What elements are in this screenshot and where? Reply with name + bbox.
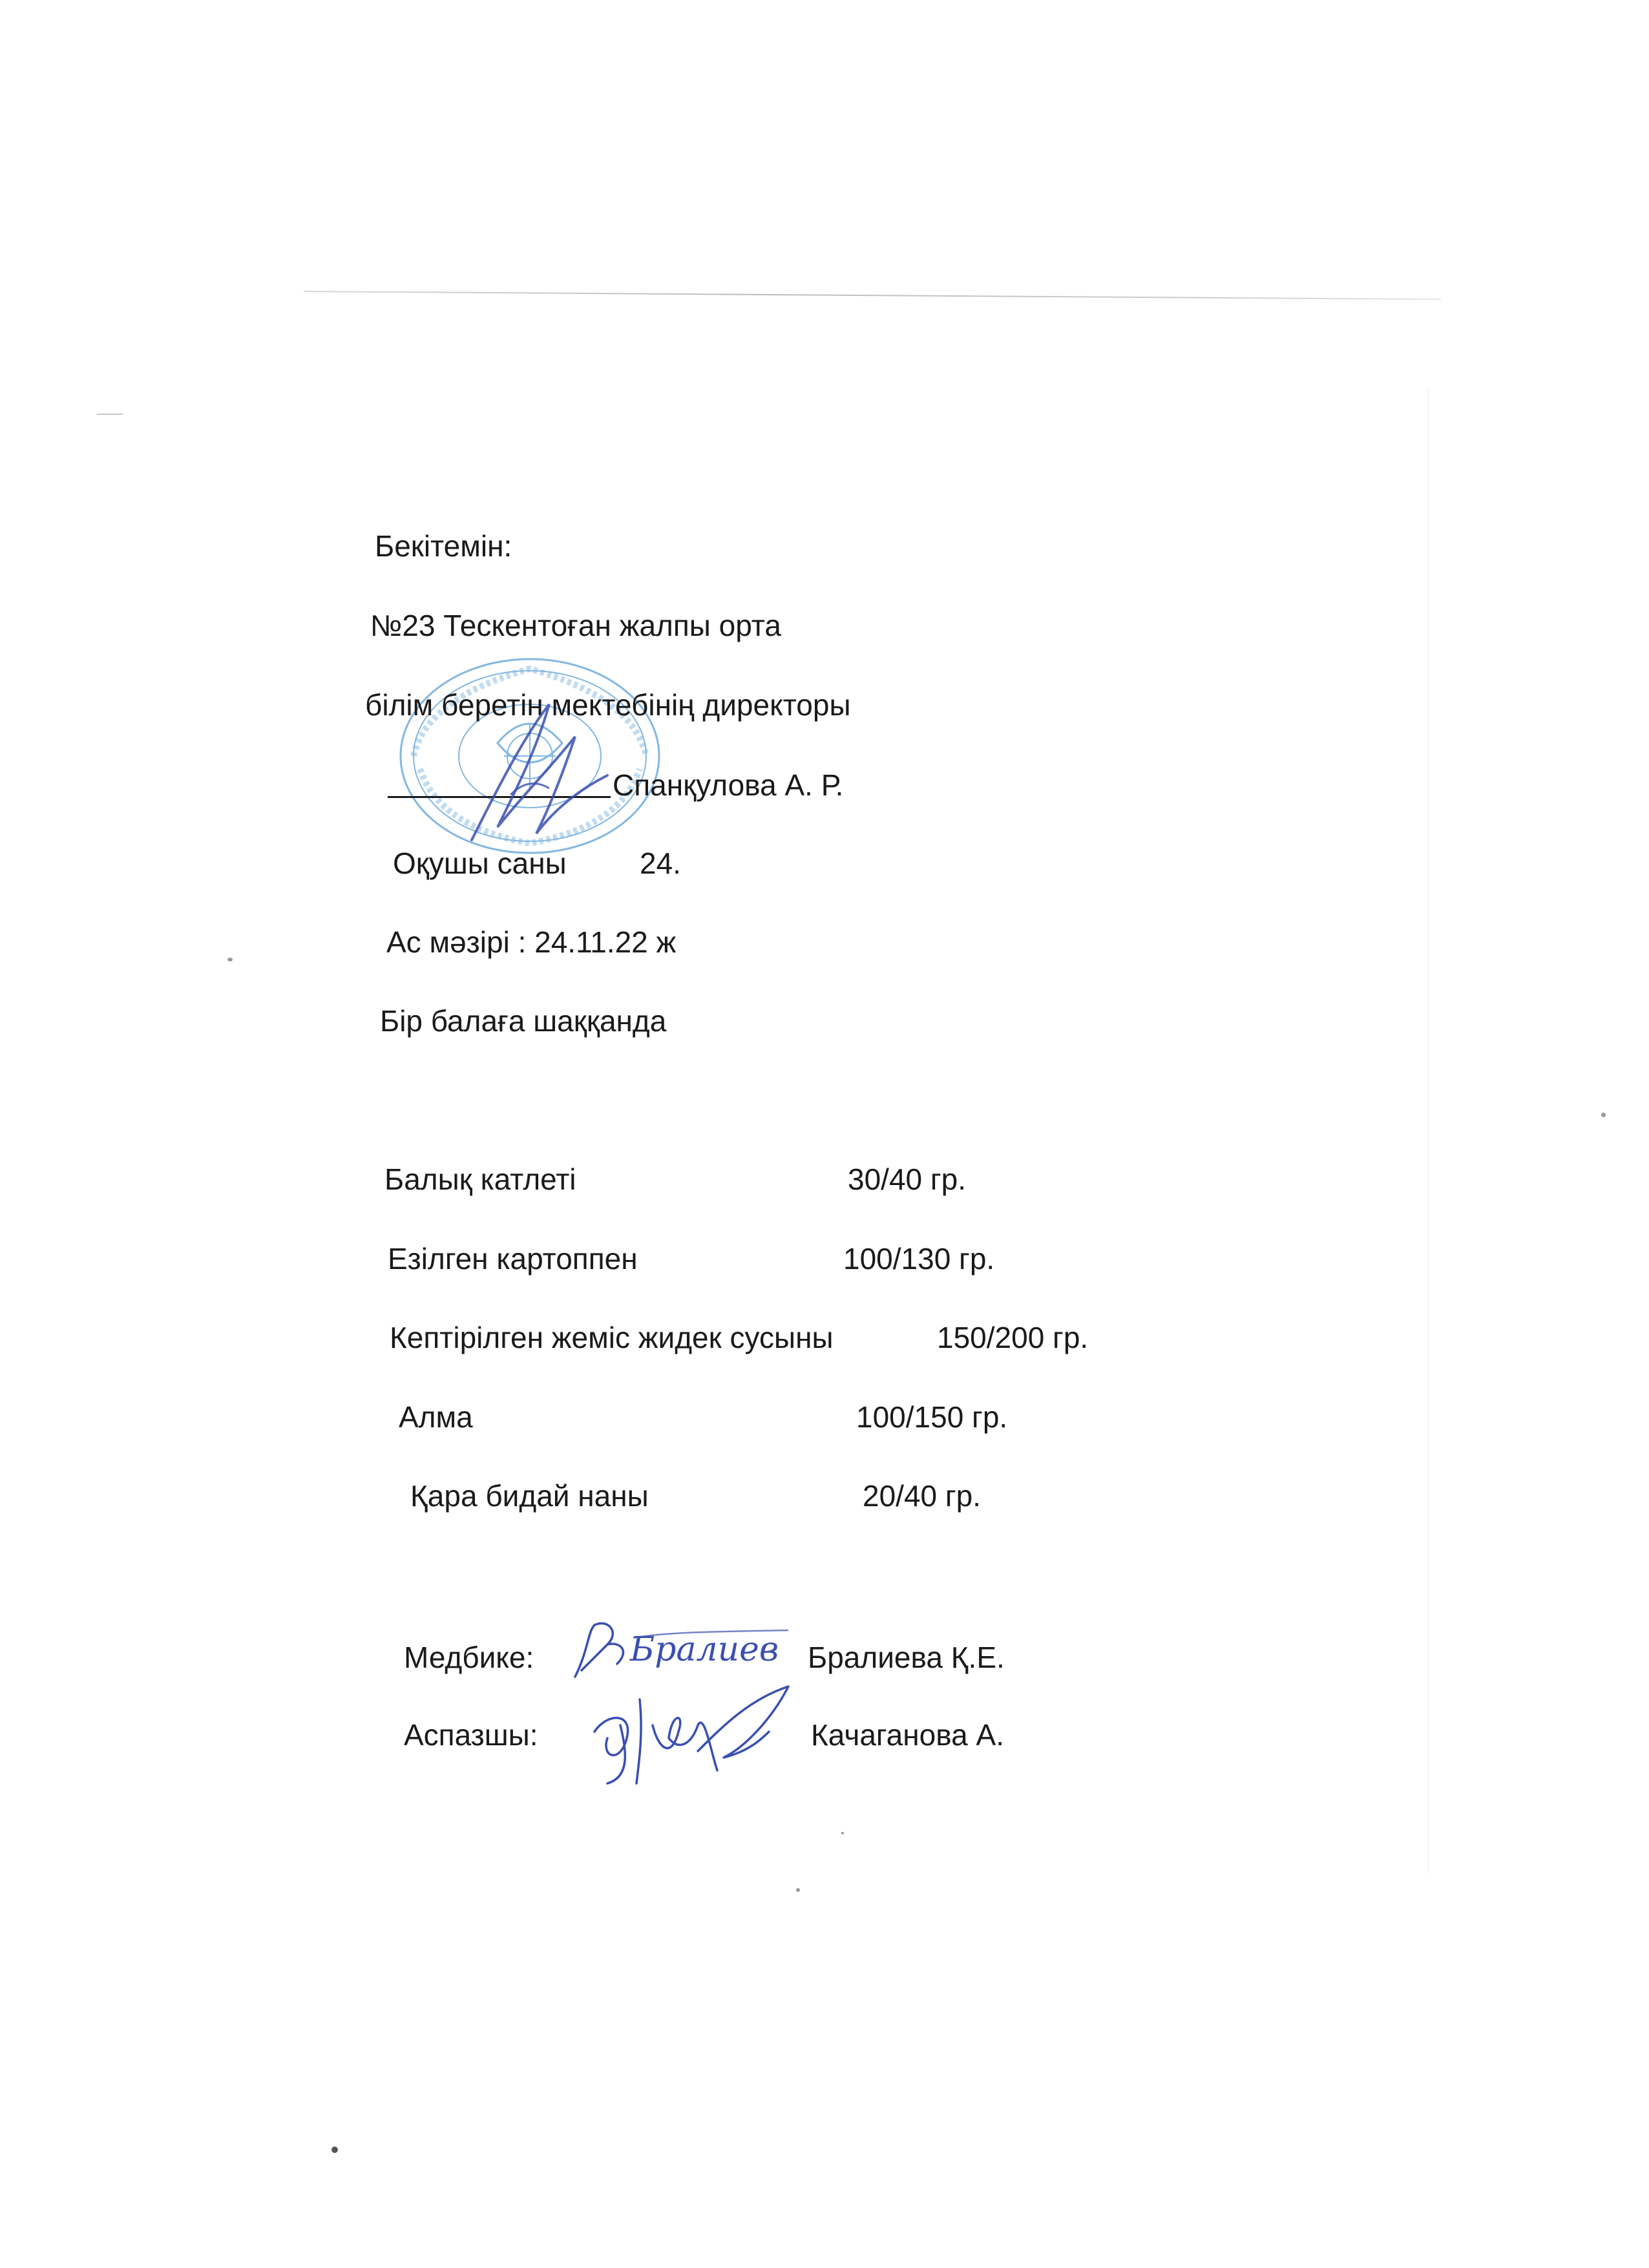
cook-signature	[582, 1674, 814, 1790]
director-signature	[452, 698, 620, 853]
menu-item-name: Кептірілген жеміс жидек сусыны	[390, 1321, 834, 1354]
menu-item-portion: 150/200 гр.	[937, 1321, 1089, 1354]
menu-item-portion: 30/40 гр.	[848, 1162, 967, 1196]
menu-item-portion: 100/130 гр.	[843, 1242, 995, 1276]
menu-item-portion: 20/40 гр.	[863, 1479, 982, 1513]
nurse-signature-text: Бралиев	[630, 1630, 779, 1669]
nurse-label: Медбике:	[404, 1641, 534, 1674]
per-child-heading: Бір балаға шаққанда	[380, 1004, 667, 1038]
scan-speck	[841, 1832, 844, 1834]
scan-top-line	[304, 291, 1441, 300]
scan-speck	[796, 1888, 800, 1892]
scan-speck	[331, 2147, 338, 2153]
menu-item-name: Алма	[399, 1400, 473, 1434]
director-name: Спанқулова А. Р.	[613, 768, 844, 802]
pupil-count-label: Оқушы саны	[393, 846, 567, 880]
approval-heading: Бекітемін:	[375, 529, 512, 563]
school-name-line2: білім беретін мектебінің директоры	[365, 688, 851, 722]
menu-item-name: Езілген картоппен	[388, 1242, 638, 1276]
scan-speck	[97, 414, 123, 415]
cook-label: Аспазшы:	[404, 1718, 538, 1752]
pupil-count-value: 24.	[640, 846, 681, 880]
scan-speck	[227, 958, 233, 961]
menu-date: Ас мәзірі : 24.11.22 ж	[386, 925, 677, 959]
cook-name: Качаганова А.	[811, 1718, 1004, 1752]
menu-item-portion: 100/150 гр.	[856, 1400, 1008, 1434]
menu-item-name: Балық катлеті	[384, 1162, 576, 1196]
scan-page-edge	[1428, 388, 1429, 1874]
school-name-line1: №23 Тескентоған жалпы орта	[370, 609, 781, 642]
menu-item-name: Қара бидай наны	[410, 1479, 649, 1513]
nurse-name: Бралиева Қ.Е.	[808, 1641, 1005, 1674]
scan-speck	[1601, 1113, 1606, 1117]
